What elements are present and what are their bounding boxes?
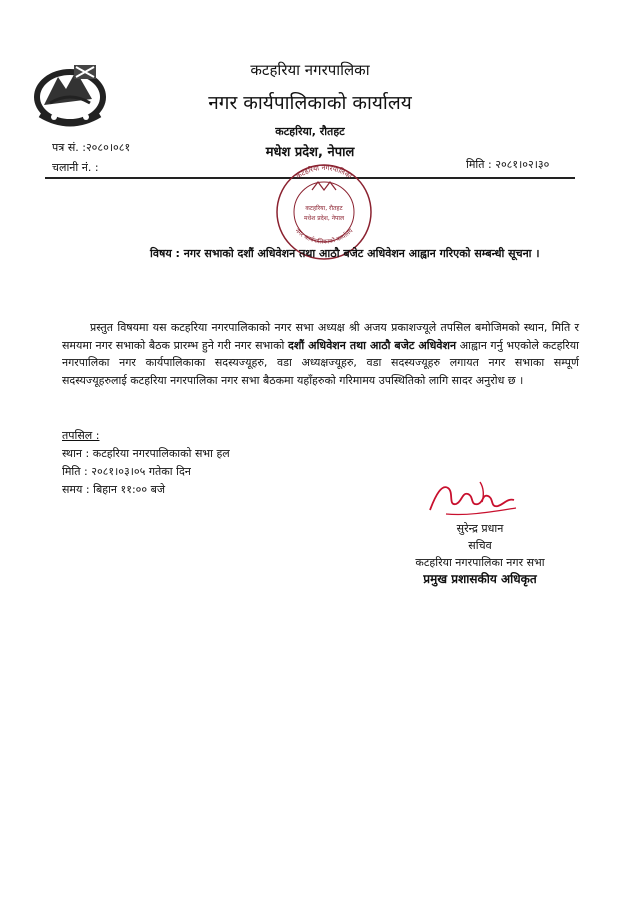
svg-text:कटहरिया नगरपालिका bbox=[295, 164, 354, 181]
signatory-title: सचिव bbox=[468, 539, 492, 552]
body-text-part2: आह्वान गर्नु भएकोले कटहरिया नगरपालिका नगर कार्यपालिकाका सदस्यज्यूहरु, वडा अध्यक्षज्यूहरु, वडा सदस्यज्यूहरु लगायत नगर सभाका सम्पूर्ण सदस्यज्यूहरुलाई कटहरिया नगरपालिका नगर सभा बैठकमा यहाँहरुको गरिमामय उपस्थितिको लागि सादर अनुरोध छ । bbox=[62, 338, 579, 387]
province-name: मधेश प्रदेश, नेपाल bbox=[265, 145, 355, 160]
letter-body bbox=[62, 319, 579, 389]
signatory-name: सुरेन्द्र प्रधान bbox=[456, 522, 504, 535]
body-text-part1: प्रस्तुत विषयमा यस कटहरिया नगरपालिकाको नगर सभा अध्यक्ष श्री अजय प्रकाशज्यूले तपसिल बमोजिमको स्थान, मिति र समयमा नगर सभाको बैठक प्रारम्भ हुने गरी नगर सभाको bbox=[62, 321, 579, 352]
municipality-name: कटहरिया नगरपालिका bbox=[250, 61, 370, 79]
details-heading: तपसिल : bbox=[62, 429, 100, 442]
office-location: कटहरिया, रौतहट bbox=[275, 125, 345, 138]
letter-subject: विषय : नगर सभाको दशौं अधिवेशन तथा आठौ बजेट अधिवेशन आह्वान गरिएको सम्बन्धी सूचना । bbox=[150, 247, 540, 260]
handwritten-signature bbox=[418, 474, 528, 524]
details-date: मिति : २०८१।०३।०५ गतेका दिन bbox=[62, 465, 191, 478]
signature-block bbox=[390, 520, 570, 588]
stamp-text-province: मधेश प्रदेश, नेपाल bbox=[303, 215, 345, 222]
signatory-role: प्रमुख प्रशासकीय अधिकृत bbox=[423, 572, 537, 586]
letter-date: मिति : २०८१।०२।३० bbox=[466, 158, 550, 171]
stamp-text-bottom: नगर कार्यपालिकाको कार्यालय bbox=[293, 227, 355, 246]
letter-ref-number: पत्र सं. :२०८०।०८१ bbox=[52, 141, 131, 154]
details-section bbox=[62, 427, 230, 499]
signatory-body: कटहरिया नगरपालिका नगर सभा bbox=[415, 556, 545, 569]
details-time: समय : बिहान ११:०० बजे bbox=[62, 483, 166, 496]
stamp-text-location: कटहरिया, रौतहट bbox=[305, 205, 343, 212]
body-text-bold: दशौं अधिवेशन तथा आठौ बजेट अधिवेशन bbox=[288, 338, 457, 352]
details-place: स्थान : कटहरिया नगरपालिकाको सभा हल bbox=[62, 447, 230, 460]
stamp-text-top: कटहरिया नगरपालिका bbox=[294, 163, 354, 181]
office-name: नगर कार्यपालिकाको कार्यालय bbox=[208, 92, 412, 114]
svg-text:नगर कार्यपालिकाको कार्यालय bbox=[294, 227, 355, 246]
dispatch-number: चलानी नं. : bbox=[52, 161, 99, 174]
